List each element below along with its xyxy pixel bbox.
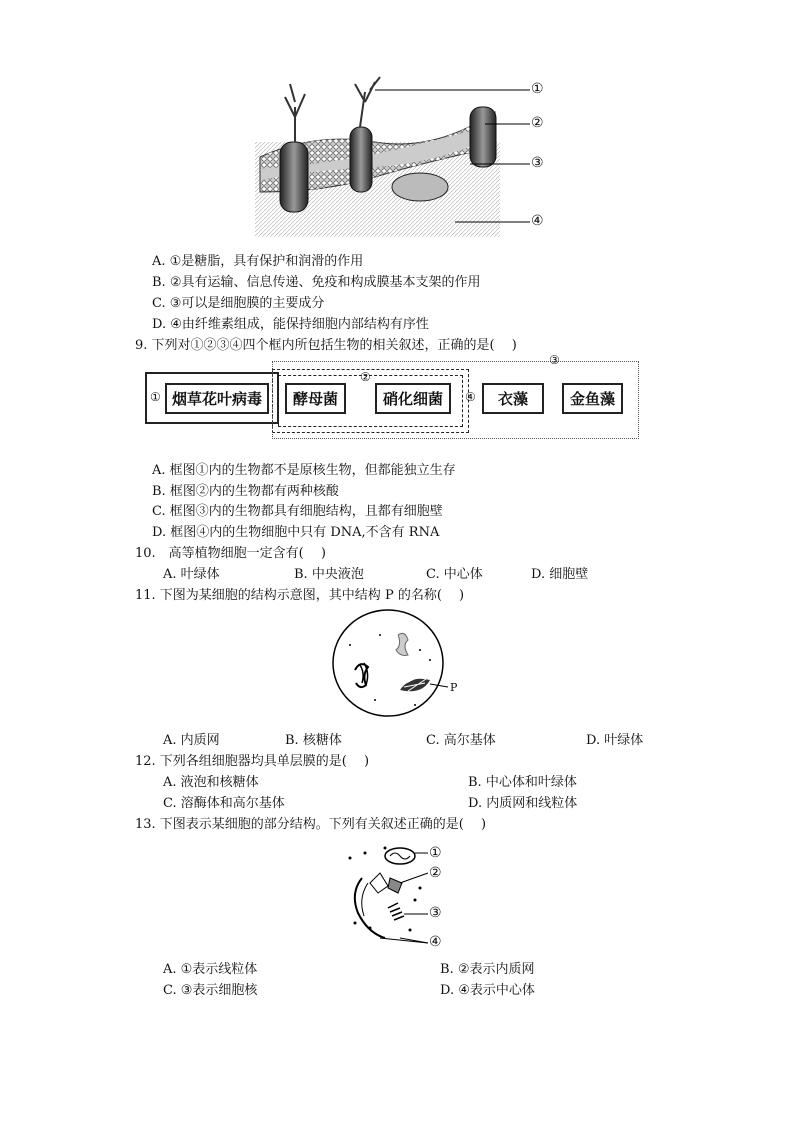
figure-label-1: ① [531, 81, 544, 97]
q10-stem: 10. 高等植物细胞一定含有( ) [135, 546, 326, 561]
figure-label-2: ② [531, 115, 544, 131]
q10-option-d: D. 细胞壁 [531, 567, 589, 582]
q12-option-d: D. 内质网和线粒体 [468, 796, 578, 811]
q8-option-c: C. ③可以是细胞膜的主要成分 [152, 296, 325, 311]
q13-option-c: C. ③表示细胞核 [163, 983, 258, 998]
q9-option-c: C. 框图③内的生物都具有细胞结构，且都有细胞壁 [152, 504, 443, 519]
q11-option-b: B. 核糖体 [285, 733, 342, 748]
organism-tmv: 烟草花叶病毒 [165, 383, 269, 414]
q13-stem: 13. 下图表示某细胞的部分结构。下列有关叙述正确的是( ) [135, 817, 487, 832]
q11-stem: 11. 下图为某细胞的结构示意图，其中结构 P 的名称( ) [135, 588, 465, 603]
box-label-1: ① [150, 390, 161, 404]
cell-structure-figure [330, 605, 470, 720]
organism-hornwort: 金鱼藻 [562, 383, 623, 414]
q9-option-a: A. 框图①内的生物都不是原核生物，但都能独立生存 [152, 463, 456, 478]
figure-label-3: ③ [531, 155, 544, 171]
organism-box-figure [145, 353, 645, 439]
box-label-2: ② [360, 370, 371, 384]
q8-option-d: D. ④由纤维素组成，能保持细胞内部结构有序性 [152, 317, 429, 332]
q12-stem: 12. 下列各组细胞器均具单层膜的是( ) [135, 754, 370, 769]
q11-option-c: C. 高尔基体 [426, 733, 496, 748]
q8-option-b: B. ②具有运输、信息传递、免疫和构成膜基本支架的作用 [152, 275, 481, 290]
box-label-3: ③ [549, 353, 560, 367]
q13-option-a: A. ①表示线粒体 [163, 962, 258, 977]
cell-membrane-figure [255, 72, 555, 237]
organelle-label-3: ③ [429, 905, 442, 921]
figure-label-4: ④ [531, 213, 544, 229]
q9-stem: 9. 下列对①②③④四个框内所包括生物的相关叙述，正确的是( ) [135, 338, 517, 353]
q10-option-b: B. 中央液泡 [294, 567, 364, 582]
organism-chlamydomonas: 衣藻 [482, 383, 544, 414]
organelle-label-1: ① [429, 845, 442, 861]
organelle-label-2: ② [429, 865, 442, 881]
organism-yeast: 酵母菌 [285, 383, 346, 414]
q10-option-a: A. 叶绿体 [163, 567, 220, 582]
q9-option-d: D. 框图④内的生物细胞中只有 DNA,不含有 RNA [152, 525, 440, 540]
q13-option-d: D. ④表示中心体 [440, 983, 535, 998]
q13-option-b: B. ②表示内质网 [440, 962, 535, 977]
q9-option-b: B. 框图②内的生物都有两种核酸 [152, 484, 339, 499]
q12-option-c: C. 溶酶体和高尔基体 [163, 796, 285, 811]
q12-option-a: A. 液泡和核糖体 [163, 775, 259, 790]
organelle-figure [340, 838, 460, 953]
organelle-label-4: ④ [429, 934, 442, 950]
organism-nitrifying-bacteria: 硝化细菌 [375, 383, 451, 414]
q11-option-d: D. 叶绿体 [586, 733, 644, 748]
q10-option-c: C. 中心体 [426, 567, 483, 582]
q12-option-b: B. 中心体和叶绿体 [468, 775, 577, 790]
q8-option-a: A. ①是糖脂，具有保护和润滑的作用 [152, 254, 364, 269]
structure-p-label: P [450, 681, 458, 694]
q11-option-a: A. 内质网 [163, 733, 220, 748]
box-label-4: ④ [465, 390, 476, 404]
